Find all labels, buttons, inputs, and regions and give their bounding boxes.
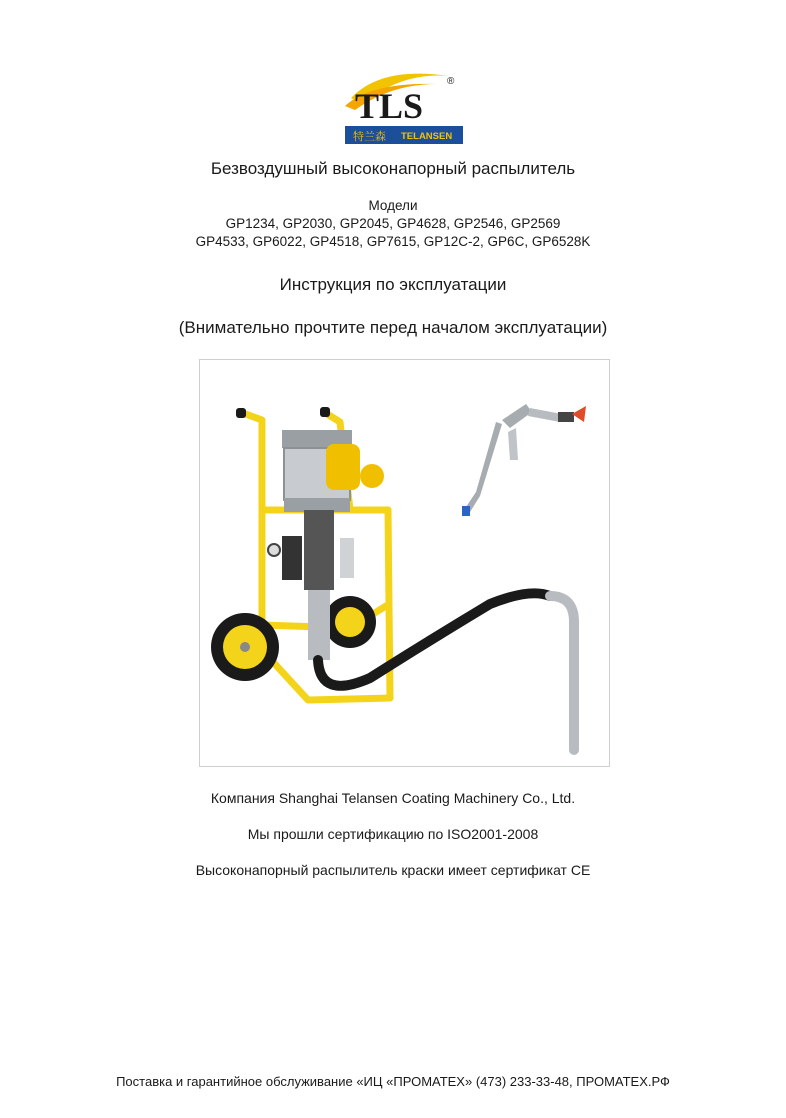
models-label: Модели <box>368 198 418 213</box>
logo-chinese-text: 特兰森 <box>353 130 386 143</box>
registered-mark: ® <box>447 76 455 87</box>
ce-certificate-note: Высоконапорный распылитель краски имеет сертификат CE <box>195 862 591 878</box>
company-name: Компания Shanghai Telansen Coating Machinery Co., Ltd. <box>210 790 576 806</box>
airless-sprayer-icon <box>200 360 609 766</box>
manual-title: Инструкция по эксплуатации <box>279 275 507 294</box>
models-line-2: GP4533, GP6022, GP4518, GP7615, GP12C-2, GP6C, GP6528K <box>195 234 591 249</box>
product-photo <box>199 359 610 767</box>
logo-latin-text: TELANSEN <box>401 131 453 142</box>
document-title: Безвоздушный высоконапорный распылитель <box>210 159 576 178</box>
logo-brand-text: TLS <box>355 86 424 126</box>
footer-contact: Поставка и гарантийное обслуживание «ИЦ «ПРОМАТЕХ» (473) 233-33-48, ПРОМАТЕХ.РФ <box>116 1074 670 1089</box>
iso-certification: Мы прошли сертификацию по ISO2001-2008 <box>247 826 539 842</box>
telansen-logo <box>341 62 467 146</box>
read-carefully-note: (Внимательно прочтите перед началом эксплуатации) <box>178 318 608 337</box>
models-line-1: GP1234, GP2030, GP2045, GP4628, GP2546, GP2569 <box>225 216 561 231</box>
